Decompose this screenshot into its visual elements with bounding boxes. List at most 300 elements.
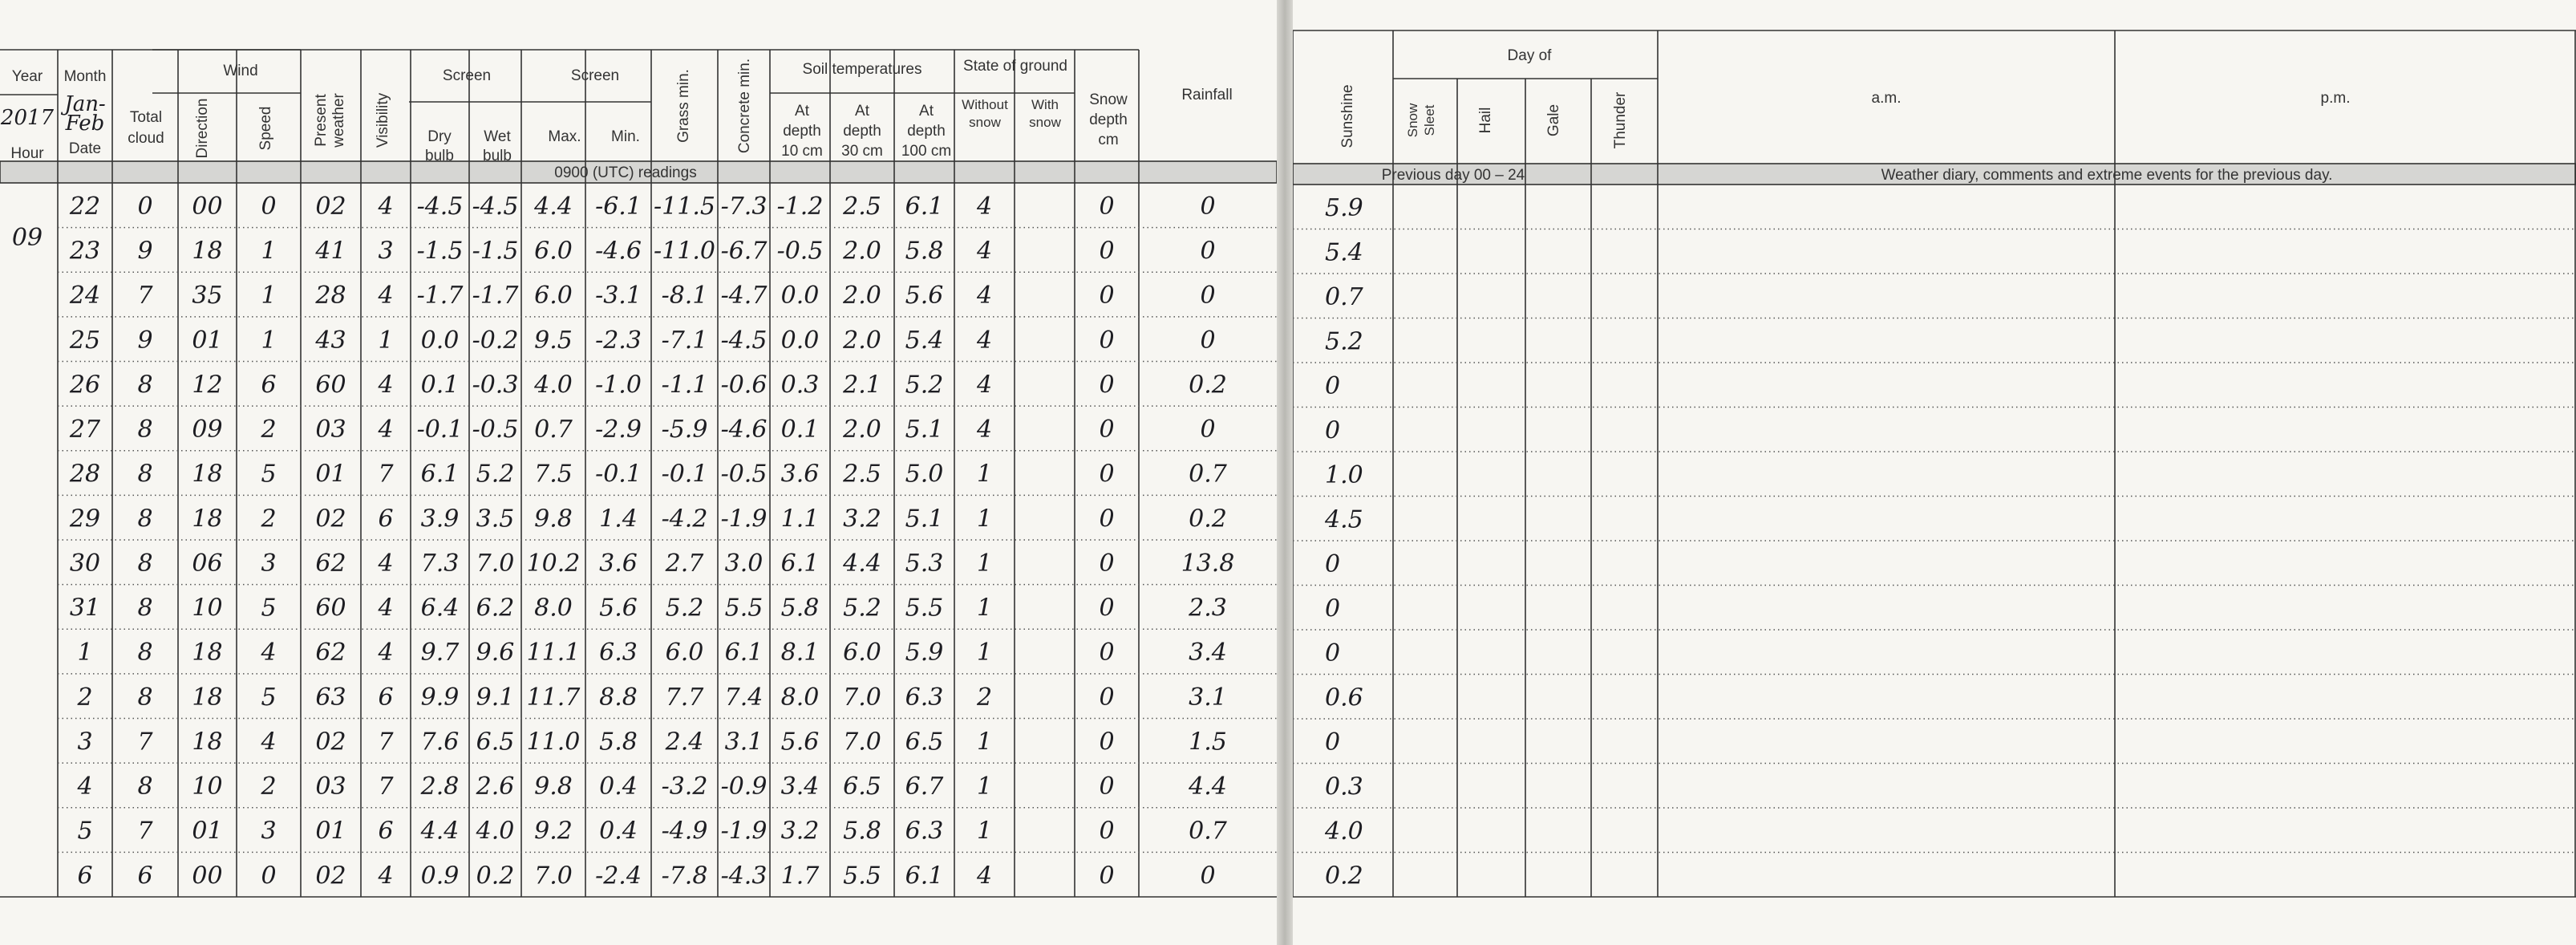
cell-conc: -0.9 (720, 773, 768, 801)
cell-date: 28 (69, 460, 101, 489)
diary-table (1293, 0, 2576, 945)
book-gutter (1277, 0, 1293, 945)
cell-gnd: 4 (976, 371, 993, 399)
cell-vis: 1 (378, 326, 394, 355)
hdr-sleet: Sleet (1422, 104, 1437, 136)
cell-spd: 3 (261, 817, 277, 846)
cell-sunshine: 0 (1325, 639, 1341, 667)
hdr-gale: Gale (1545, 103, 1562, 137)
cell-conc: -4.3 (720, 862, 768, 890)
cell-conc: -1.9 (720, 817, 768, 846)
cell-date: 24 (69, 282, 101, 310)
cell-dry: -0.1 (416, 416, 464, 444)
cell-vis: 6 (378, 683, 394, 712)
cell-dir: 18 (192, 237, 223, 266)
cell-grass: -8.1 (661, 282, 708, 310)
cell-date: 4 (77, 773, 93, 801)
cell-min: -2.4 (595, 862, 642, 890)
cell-s100: 6.3 (905, 817, 944, 846)
cell-vis: 6 (378, 817, 394, 846)
cell-dry: 0.0 (420, 326, 460, 355)
cell-date: 2 (77, 683, 93, 712)
cell-conc: 3.1 (724, 728, 763, 756)
band-diary: Weather diary, comments and extreme events for the previous day. (1881, 167, 2333, 184)
cell-s100: 5.2 (905, 371, 944, 399)
hdr-max: Max. (548, 128, 581, 145)
cell-dir: 18 (192, 639, 223, 667)
cell-wet: 6.5 (476, 728, 515, 756)
cell-cloud: 8 (137, 460, 153, 489)
cell-min: 5.8 (599, 728, 638, 756)
cell-s100: 5.9 (905, 639, 944, 667)
cell-s30: 2.0 (843, 237, 881, 266)
cell-min: -1.0 (595, 371, 642, 399)
cell-s100: 5.6 (905, 282, 944, 310)
cell-min: 3.6 (599, 549, 638, 578)
cell-s30: 2.0 (843, 282, 881, 310)
cell-cloud: 8 (137, 683, 153, 712)
cell-conc: -4.7 (720, 282, 768, 310)
hdr-100cm: 100 cm (901, 143, 952, 160)
cell-wet: -0.3 (472, 371, 519, 399)
hdr-soil-temps: Soil temperatures (802, 61, 922, 78)
cell-max: 11.7 (526, 683, 581, 712)
cell-snowd: 0 (1099, 460, 1115, 489)
cell-s10: 6.1 (780, 549, 820, 578)
cell-wx: 01 (315, 817, 346, 846)
cell-wet: -1.5 (472, 237, 519, 266)
band-previous-day: Previous day 00 – 24 (1381, 167, 1525, 184)
cell-vis: 4 (378, 192, 394, 221)
hdr-wet-2: bulb (483, 148, 512, 164)
cell-gnd: 4 (976, 192, 993, 221)
hdr-pm: p.m. (2320, 90, 2351, 107)
cell-vis: 4 (378, 594, 394, 623)
cell-min: 8.8 (599, 683, 638, 712)
cell-sunshine: 0 (1325, 728, 1341, 756)
cell-dir: 09 (192, 416, 223, 444)
hdr-month: Month (63, 68, 107, 85)
cell-snowd: 0 (1099, 773, 1115, 801)
cell-cloud: 8 (137, 416, 153, 444)
cell-s10: 3.6 (780, 460, 820, 489)
hdr-snow-depth-1: Snow (1089, 91, 1128, 108)
cell-spd: 1 (261, 282, 277, 310)
cell-gnd: 4 (976, 326, 993, 355)
hdr-depth-100: depth (907, 123, 946, 140)
cell-grass: 6.0 (665, 639, 704, 667)
cell-vis: 7 (378, 460, 394, 489)
cell-sunshine: 4.5 (1325, 505, 1363, 534)
hdr-depth-30: depth (843, 123, 881, 140)
hdr-at-10: At (795, 103, 809, 120)
cell-sunshine: 5.9 (1325, 193, 1363, 222)
cell-sunshine: 0 (1325, 594, 1341, 623)
cell-s10: -0.5 (776, 237, 824, 266)
cell-conc: -6.7 (720, 237, 768, 266)
cell-sunshine: 0 (1325, 550, 1341, 578)
cell-max: 7.0 (534, 862, 573, 890)
cell-s100: 5.1 (905, 505, 944, 533)
right-grid (1293, 30, 2576, 897)
band-label: 0900 (UTC) readings (554, 164, 697, 181)
cell-min: -0.1 (595, 460, 642, 489)
cell-s30: 4.4 (843, 549, 881, 578)
cell-s10: -1.2 (776, 192, 824, 221)
cell-sunshine: 0.7 (1325, 282, 1363, 311)
cell-rain: 0 (1200, 237, 1216, 266)
cell-spd: 6 (261, 371, 277, 399)
hdr-day-of: Day of (1507, 47, 1552, 64)
cell-grass: -3.2 (661, 773, 708, 801)
cell-cloud: 6 (137, 862, 153, 890)
cell-date: 25 (69, 326, 101, 355)
cell-dry: -1.5 (416, 237, 464, 266)
cell-sunshine: 0.2 (1325, 862, 1363, 890)
cell-s100: 5.4 (905, 326, 944, 355)
cell-rain: 0 (1200, 862, 1216, 890)
cell-wet: 2.6 (476, 773, 515, 801)
cell-cloud: 9 (137, 237, 153, 266)
left-page (0, 0, 1277, 945)
cell-wet: -1.7 (472, 282, 519, 310)
cell-rain: 0.2 (1189, 371, 1227, 399)
hdr-30cm: 30 cm (841, 143, 883, 160)
cell-rain: 3.1 (1189, 683, 1227, 712)
cell-spd: 1 (261, 237, 277, 266)
cell-dir: 00 (192, 192, 223, 221)
cell-grass: 7.7 (665, 683, 704, 712)
cell-gnd: 1 (976, 549, 993, 578)
cell-grass: -7.8 (661, 862, 708, 890)
cell-vis: 4 (378, 282, 394, 310)
hdr-date: Date (68, 140, 102, 157)
cell-grass: -11.0 (654, 237, 715, 266)
cell-max: 9.8 (534, 773, 573, 801)
cell-s100: 5.8 (905, 237, 944, 266)
cell-grass: -0.1 (661, 460, 708, 489)
cell-spd: 4 (261, 639, 277, 667)
hdr-present-weather-2: weather (330, 93, 347, 148)
cell-rain: 13.8 (1181, 549, 1235, 578)
hdr-snow-depth-3: cm (1098, 132, 1119, 148)
cell-gnd: 4 (976, 282, 993, 310)
hdr-thunder: Thunder (1612, 91, 1629, 149)
cell-s100: 6.1 (905, 862, 944, 890)
hdr-depth-10: depth (783, 123, 821, 140)
cell-dry: 9.9 (420, 683, 460, 712)
cell-max: 10.2 (526, 549, 581, 578)
cell-dry: 6.1 (420, 460, 460, 489)
cell-snowd: 0 (1099, 326, 1115, 355)
cell-conc: -4.5 (720, 326, 768, 355)
hdr-without: Without (962, 97, 1008, 112)
cell-gnd: 4 (976, 862, 993, 890)
cell-s30: 2.0 (843, 326, 881, 355)
cell-dir: 18 (192, 728, 223, 756)
cell-dir: 12 (192, 371, 223, 399)
hdr-snow: Snow (1405, 103, 1420, 138)
cell-max: 9.2 (534, 817, 573, 846)
cell-spd: 0 (261, 862, 277, 890)
cell-wx: 02 (315, 505, 346, 533)
hdr-direction: Direction (194, 98, 211, 159)
cell-max: 0.7 (534, 416, 573, 444)
cell-s30: 5.5 (843, 862, 881, 890)
cell-snowd: 0 (1099, 639, 1115, 667)
cell-snowd: 0 (1099, 192, 1115, 221)
cell-s10: 0.3 (780, 371, 820, 399)
cell-snowd: 0 (1099, 371, 1115, 399)
cell-date: 5 (77, 817, 93, 846)
cell-cloud: 7 (137, 282, 153, 310)
cell-snowd: 0 (1099, 683, 1115, 712)
cell-min: -6.1 (595, 192, 642, 221)
hdr-total-cloud-1: Total (129, 109, 163, 126)
cell-spd: 5 (261, 460, 277, 489)
cell-s10: 5.6 (780, 728, 820, 756)
cell-s10: 8.0 (780, 683, 820, 712)
cell-s100: 6.3 (905, 683, 944, 712)
cell-s100: 5.1 (905, 416, 944, 444)
cell-wet: -0.5 (472, 416, 519, 444)
cell-grass: -4.9 (661, 817, 708, 846)
cell-s30: 2.5 (843, 192, 881, 221)
cell-grass: -7.1 (661, 326, 708, 355)
cell-wx: 62 (315, 549, 346, 578)
cell-s30: 7.0 (843, 683, 881, 712)
cell-snowd: 0 (1099, 594, 1115, 623)
cell-wx: 01 (315, 460, 346, 489)
cell-s30: 5.8 (843, 817, 881, 846)
cell-spd: 4 (261, 728, 277, 756)
cell-gnd: 1 (976, 728, 993, 756)
hdr-dry-1: Dry (427, 128, 452, 145)
hdr-screen-2: Screen (570, 67, 620, 84)
cell-s100: 5.3 (905, 549, 944, 578)
cell-conc: 3.0 (724, 549, 763, 578)
cell-date: 29 (69, 505, 101, 533)
cell-cloud: 9 (137, 326, 153, 355)
cell-rain: 4.4 (1189, 773, 1227, 801)
cell-conc: -0.6 (720, 371, 768, 399)
cell-snowd: 0 (1099, 817, 1115, 846)
hdr-with: With (1031, 97, 1059, 112)
cell-wet: 9.1 (476, 683, 515, 712)
cell-conc: -4.6 (720, 416, 768, 444)
cell-dry: -1.7 (416, 282, 464, 310)
hw-year: 2017 (0, 106, 55, 130)
hdr-year: Year (11, 68, 43, 85)
cell-s30: 2.5 (843, 460, 881, 489)
cell-min: -3.1 (595, 282, 642, 310)
cell-s100: 6.5 (905, 728, 944, 756)
cell-max: 4.0 (534, 371, 573, 399)
cell-min: 1.4 (599, 505, 638, 533)
cell-rain: 0.7 (1189, 817, 1227, 846)
cell-gnd: 4 (976, 237, 993, 266)
cell-date: 26 (69, 371, 101, 399)
cell-max: 6.0 (534, 237, 573, 266)
hdr-grass-min: Grass min. (675, 69, 692, 143)
cell-s30: 3.2 (843, 505, 881, 533)
cell-dry: 3.9 (420, 505, 460, 533)
cell-cloud: 7 (137, 817, 153, 846)
cell-wx: 41 (315, 237, 346, 266)
cell-s100: 6.1 (905, 192, 944, 221)
cell-conc: 6.1 (724, 639, 763, 667)
cell-s10: 3.4 (780, 773, 820, 801)
cell-rain: 0.7 (1189, 460, 1227, 489)
cell-wet: 7.0 (476, 549, 515, 578)
cell-wx: 02 (315, 728, 346, 756)
cell-wx: 43 (315, 326, 346, 355)
cell-s30: 7.0 (843, 728, 881, 756)
cell-max: 11.0 (526, 728, 581, 756)
cell-dir: 01 (192, 817, 223, 846)
cell-dry: -4.5 (416, 192, 464, 221)
hdr-dry-2: bulb (425, 148, 454, 164)
cell-wet: -4.5 (472, 192, 519, 221)
cell-dry: 9.7 (420, 639, 460, 667)
cell-rain: 0 (1200, 326, 1216, 355)
cell-dir: 10 (192, 773, 223, 801)
cell-s30: 6.5 (843, 773, 881, 801)
hdr-state-of-ground: State of ground (963, 58, 1067, 75)
hdr-rainfall: Rainfall (1181, 87, 1233, 103)
cell-vis: 4 (378, 549, 394, 578)
cell-conc: 7.4 (724, 683, 763, 712)
hdr-with-snow: snow (1029, 115, 1061, 130)
cell-dir: 18 (192, 505, 223, 533)
cell-vis: 7 (378, 728, 394, 756)
cell-spd: 5 (261, 594, 277, 623)
cell-min: -2.9 (595, 416, 642, 444)
cell-dir: 10 (192, 594, 223, 623)
cell-dir: 18 (192, 683, 223, 712)
cell-min: 6.3 (599, 639, 638, 667)
cell-sunshine: 0.6 (1325, 683, 1363, 712)
cell-max: 4.4 (534, 192, 573, 221)
cell-date: 30 (69, 549, 101, 578)
cell-date: 1 (77, 639, 93, 667)
hw-hour: 09 (11, 224, 43, 252)
cell-snowd: 0 (1099, 549, 1115, 578)
hdr-wind: Wind (223, 63, 258, 79)
cell-grass: -5.9 (661, 416, 708, 444)
cell-s30: 2.1 (843, 371, 881, 399)
cell-gnd: 2 (976, 683, 993, 712)
cell-min: 0.4 (599, 773, 638, 801)
cell-gnd: 1 (976, 594, 993, 623)
cell-rain: 0 (1200, 416, 1216, 444)
cell-s10: 8.1 (780, 639, 820, 667)
cell-conc: -0.5 (720, 460, 768, 489)
cell-max: 6.0 (534, 282, 573, 310)
cell-cloud: 8 (137, 594, 153, 623)
cell-spd: 3 (261, 549, 277, 578)
cell-gnd: 1 (976, 817, 993, 846)
cell-rain: 0 (1200, 192, 1216, 221)
cell-spd: 5 (261, 683, 277, 712)
hdr-present-weather-1: Present (313, 94, 330, 147)
cell-wet: 4.0 (476, 817, 515, 846)
cell-rain: 0 (1200, 282, 1216, 310)
hdr-sunshine: Sunshine (1339, 84, 1356, 148)
hdr-snow-depth-2: depth (1089, 112, 1128, 128)
cell-vis: 4 (378, 862, 394, 890)
cell-wx: 02 (315, 192, 346, 221)
cell-wet: 9.6 (476, 639, 515, 667)
cell-wet: 5.2 (476, 460, 515, 489)
cell-max: 7.5 (534, 460, 573, 489)
cell-cloud: 8 (137, 371, 153, 399)
cell-min: 5.6 (599, 594, 638, 623)
cell-vis: 6 (378, 505, 394, 533)
cell-conc: -7.3 (720, 192, 768, 221)
cell-snowd: 0 (1099, 416, 1115, 444)
cell-sunshine: 1.0 (1325, 460, 1363, 489)
cell-min: -4.6 (595, 237, 642, 266)
cell-max: 9.5 (534, 326, 573, 355)
cell-wet: 3.5 (476, 505, 515, 533)
hdr-visibility: Visibility (375, 92, 391, 148)
cell-spd: 0 (261, 192, 277, 221)
cell-s30: 2.0 (843, 416, 881, 444)
cell-wx: 03 (315, 416, 346, 444)
hdr-hour: Hour (10, 145, 44, 162)
hdr-concrete-min: Concrete min. (736, 58, 753, 154)
cell-wet: 6.2 (476, 594, 515, 623)
cell-dir: 35 (192, 282, 223, 310)
cell-wx: 60 (315, 371, 346, 399)
cell-s10: 0.0 (780, 326, 820, 355)
cell-snowd: 0 (1099, 862, 1115, 890)
cell-date: 22 (69, 192, 101, 221)
hdr-screen-1: Screen (442, 67, 492, 84)
cell-max: 9.8 (534, 505, 573, 533)
cell-s10: 1.7 (780, 862, 820, 890)
cell-grass: -1.1 (661, 371, 708, 399)
cell-s100: 5.0 (905, 460, 944, 489)
hdr-without-snow: snow (969, 115, 1001, 130)
cell-date: 27 (69, 416, 101, 444)
cell-s10: 0.1 (780, 416, 820, 444)
cell-s30: 6.0 (843, 639, 881, 667)
cell-wx: 63 (315, 683, 346, 712)
cell-sunshine: 5.4 (1325, 238, 1363, 267)
cell-s100: 5.5 (905, 594, 944, 623)
cell-max: 11.1 (526, 639, 581, 667)
cell-grass: -4.2 (661, 505, 708, 533)
cell-gnd: 1 (976, 639, 993, 667)
cell-dir: 18 (192, 460, 223, 489)
cell-dry: 4.4 (420, 817, 460, 846)
cell-grass: 2.7 (665, 549, 704, 578)
cell-dry: 0.1 (420, 371, 460, 399)
cell-rain: 1.5 (1189, 728, 1227, 756)
cell-spd: 2 (261, 773, 277, 801)
cell-vis: 4 (378, 371, 394, 399)
hdr-hail: Hail (1477, 107, 1494, 134)
cell-wx: 60 (315, 594, 346, 623)
cell-cloud: 7 (137, 728, 153, 756)
cell-vis: 4 (378, 639, 394, 667)
cell-dry: 7.6 (420, 728, 460, 756)
cell-dir: 01 (192, 326, 223, 355)
cell-cloud: 0 (137, 192, 153, 221)
cell-min: -2.3 (595, 326, 642, 355)
